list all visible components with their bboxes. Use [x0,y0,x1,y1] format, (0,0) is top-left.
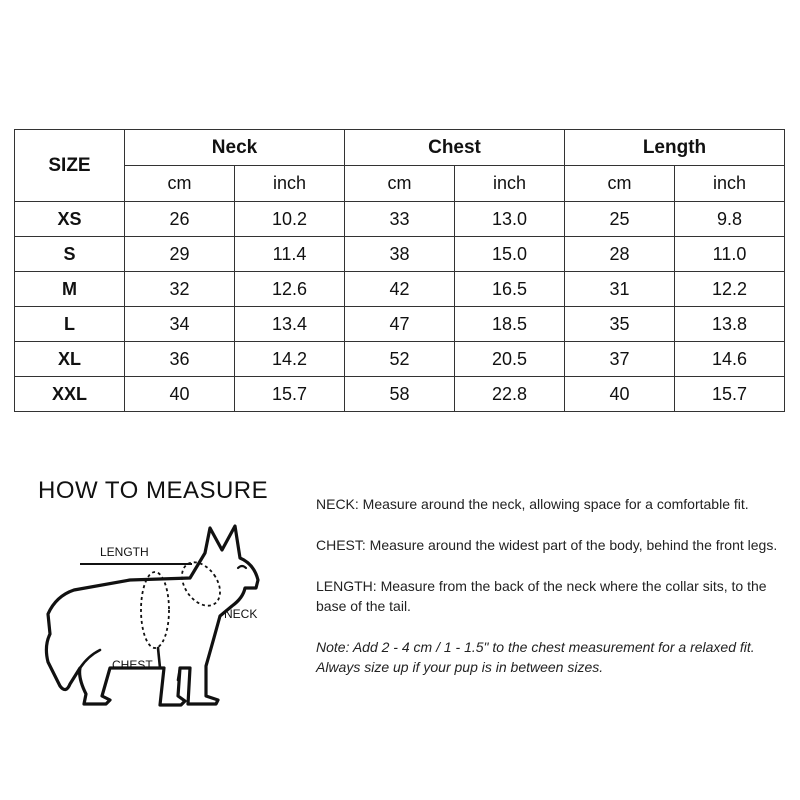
dog-eye [238,566,246,568]
table-cell: 12.6 [235,272,345,307]
table-row [15,307,785,342]
table-cell: 52 [345,342,455,377]
table-cell: 47 [345,307,455,342]
table-cell: 26 [125,202,235,237]
table-cell: 36 [125,342,235,377]
table-cell: 34 [125,307,235,342]
size-cell: L [15,307,125,342]
table-cell: 33 [345,202,455,237]
length-instruction: LENGTH: Measure from the back of the neck where the collar sits, to the base of the tail. [316,578,767,614]
table-cell: 13.8 [675,307,785,342]
table-cell: 31 [565,272,675,307]
table-row [15,202,785,237]
table-cell: 20.5 [455,342,565,377]
dog-hind-leg-line [80,650,100,668]
size-chart-table [14,129,785,412]
measure-instructions [316,494,792,698]
table-cell: 42 [345,272,455,307]
chest-measure-ellipse [141,572,169,648]
neck-label: NECK [224,607,258,621]
table-cell: 28 [565,237,675,272]
table-cell: 18.5 [455,307,565,342]
unit-header: cm [345,166,455,202]
table-cell: 35 [565,307,675,342]
unit-header: inch [675,166,785,202]
size-cell: XS [15,202,125,237]
table-cell: 29 [125,237,235,272]
table-cell: 32 [125,272,235,307]
table-row [15,377,785,412]
table-cell: 16.5 [455,272,565,307]
table-cell: 13.0 [455,202,565,237]
table-cell: 37 [565,342,675,377]
table-row [15,342,785,377]
table-cell: 25 [565,202,675,237]
table-cell: 40 [125,377,235,412]
table-cell: 9.8 [675,202,785,237]
chest-group-header: Chest [345,130,565,166]
table-row [15,237,785,272]
group-header-row [15,130,785,166]
size-cell: M [15,272,125,307]
table-cell: 14.2 [235,342,345,377]
table-cell: 14.6 [675,342,785,377]
table-cell: 13.4 [235,307,345,342]
table-cell: 15.7 [235,377,345,412]
dog-belly-line [158,648,160,668]
chest-label: CHEST [112,658,153,672]
table-cell: 15.7 [675,377,785,412]
fit-note: Note: Add 2 - 4 cm / 1 - 1.5" to the chest measurement for a relaxed fit. Always size up if your pup is in between sizes. [316,639,755,675]
how-to-measure-title: HOW TO MEASURE [38,477,269,504]
size-cell: XL [15,342,125,377]
table-cell: 11.0 [675,237,785,272]
table-cell: 11.4 [235,237,345,272]
unit-header-row [15,166,785,202]
dog-measure-illustration [40,518,280,718]
size-column-header: SIZE [15,130,125,202]
table-cell: 38 [345,237,455,272]
unit-header: inch [455,166,565,202]
size-cell: S [15,237,125,272]
length-label: LENGTH [100,545,149,559]
unit-header: cm [125,166,235,202]
table-cell: 58 [345,377,455,412]
table-cell: 22.8 [455,377,565,412]
neck-instruction: NECK: Measure around the neck, allowing space for a comfortable fit. [316,496,749,512]
table-cell: 12.2 [675,272,785,307]
unit-header: cm [565,166,675,202]
table-cell: 10.2 [235,202,345,237]
table-row [15,272,785,307]
table-cell: 15.0 [455,237,565,272]
chest-instruction: CHEST: Measure around the widest part of the body, behind the front legs. [316,537,778,553]
length-group-header: Length [565,130,785,166]
unit-header: inch [235,166,345,202]
size-cell: XXL [15,377,125,412]
neck-group-header: Neck [125,130,345,166]
table-cell: 40 [565,377,675,412]
